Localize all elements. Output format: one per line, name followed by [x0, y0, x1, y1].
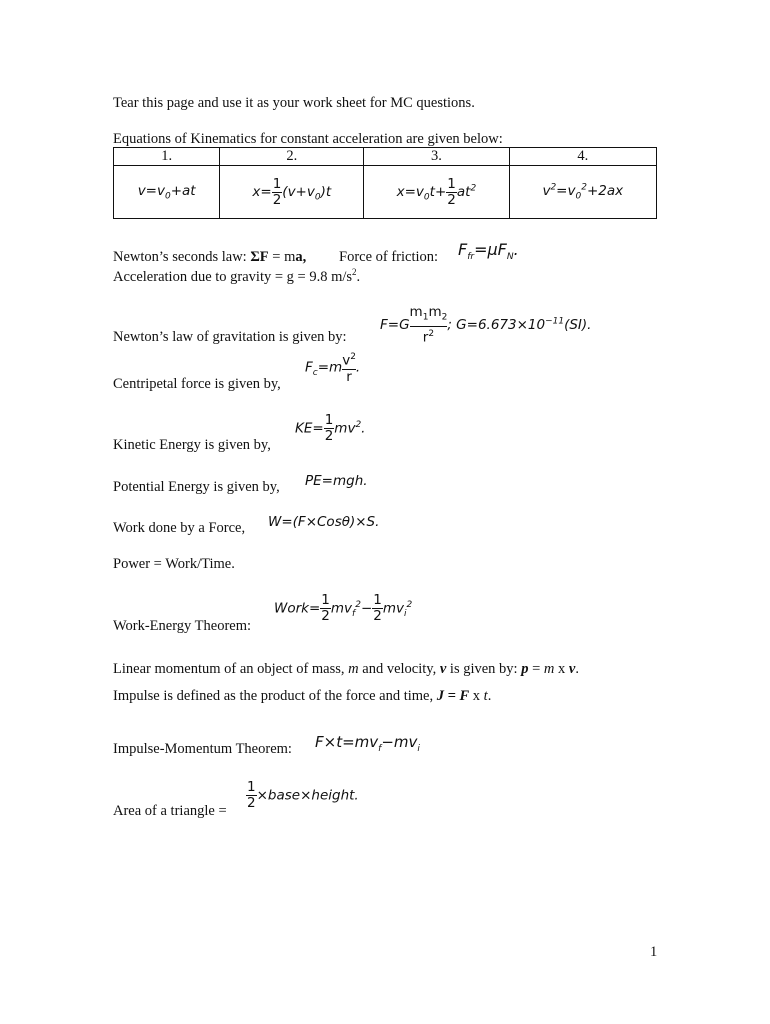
work-label: Work done by a Force,	[113, 520, 246, 536]
equation-3: $x=v_0t+$ $\frac{1}{2}$ $at^2$	[364, 166, 509, 219]
table-header-2: 2.	[220, 148, 364, 166]
impulse-momentum-label: Impulse-Momentum Theorem:	[113, 741, 292, 757]
equation-2: x= $\frac{1}{2}$ $(v+v_0)t$	[220, 166, 364, 219]
impulse-text: Impulse is defined as the product of the force and time, J = F x t.	[113, 688, 492, 704]
table-header-3: 3.	[364, 148, 509, 166]
kinetic-label: Kinetic Energy is given by,	[113, 437, 271, 453]
page-number: 1	[650, 944, 658, 960]
gravity-text: Acceleration due to gravity = g = 9.8 $m/s^2$.	[113, 267, 361, 285]
potential-label: Potential Energy is given by,	[113, 479, 280, 495]
triangle-equation: $\frac{1}{2}$ ×base×height.	[247, 779, 359, 811]
kinetic-equation: KE= $\frac{1}{2}$ $mv^2$.	[295, 412, 366, 444]
intro-text: Tear this page and use it as your work sheet for MC questions.	[113, 95, 475, 111]
gravitation-equation: F=G $\frac{m_1m_2}{r^2}$ ; $G=6.673\times 10^{-11}(SI)$.	[380, 304, 592, 346]
table-header-4: 4.	[509, 148, 656, 166]
equation-4: $v^2=v_0^2+2ax$	[509, 166, 656, 219]
power-text: Power = Work/Time.	[113, 556, 235, 572]
kinematics-table	[113, 147, 657, 219]
newton-second-law: Newton’s seconds law: ΣF = ma,	[113, 249, 307, 265]
centripetal-label: Centripetal force is given by,	[113, 376, 281, 392]
kinematics-heading: Equations of Kinematics for constant acceleration are given below:	[113, 131, 503, 147]
friction-equation: $F_{fr}=\mu F_N$.	[458, 240, 519, 263]
potential-equation: PE=mgh.	[305, 473, 368, 489]
equation-1: $v=v_0+at$	[114, 166, 220, 219]
friction-label: Force of friction:	[339, 249, 439, 265]
work-equation: W=(F×Cosθ)×S.	[268, 514, 380, 530]
table-header-1: 1.	[114, 148, 220, 166]
triangle-label: Area of a triangle =	[113, 803, 227, 819]
momentum-text: Linear momentum of an object of mass, m and velocity, v is given by: p = m x v.	[113, 661, 579, 677]
gravitation-label: Newton’s law of gravitation is given by:	[113, 329, 347, 345]
work-energy-equation: Work= $\frac{1}{2}$ $mv_f^2-$ $\frac{1}{2}$ $mv_i^2$	[274, 592, 413, 624]
work-energy-label: Work-Energy Theorem:	[113, 618, 252, 634]
impulse-momentum-equation: $F\times t=mv_f-mv_i$	[315, 733, 420, 754]
centripetal-equation: $F_c=m$ $\frac{v^2}{r}$ .	[305, 352, 361, 385]
